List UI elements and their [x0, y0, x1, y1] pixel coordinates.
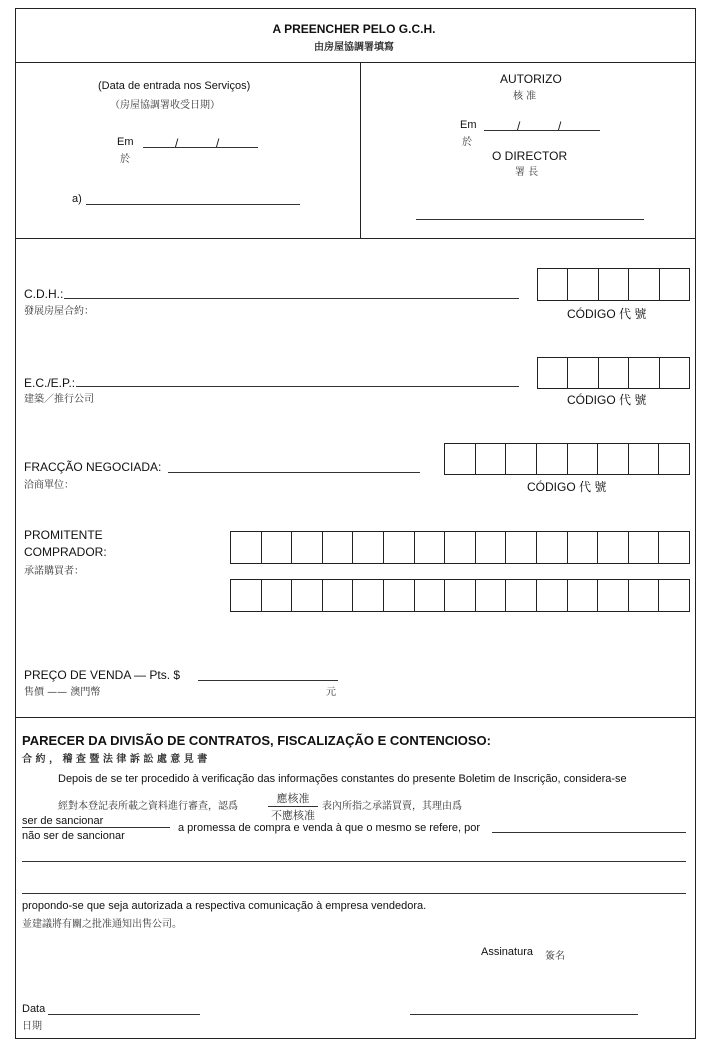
code-cell[interactable]	[568, 358, 598, 388]
code-cell[interactable]	[476, 532, 507, 563]
a-label: a)	[72, 193, 82, 205]
code-cell[interactable]	[568, 580, 599, 611]
cdh-code-label: CÓDIGO 代 號	[567, 307, 647, 321]
code-cell[interactable]	[598, 532, 629, 563]
parecer-title: PARECER DA DIVISÃO DE CONTRATOS, FISCALIZAÇÃO E CONTENCIOSO:	[22, 733, 491, 748]
code-cell[interactable]	[506, 532, 537, 563]
parecer-paragraph-2: a promessa de compra e venda à que o mesmo se refere, por	[178, 822, 481, 834]
parecer-paragraph-3-zh: 並建議將有關之批准通知出售公司。	[22, 919, 182, 930]
parecer-paragraph-3: propondo-se que seja autorizada a respectiva comunicação à empresa vendedora.	[22, 900, 427, 912]
cdh-label: C.D.H.:	[24, 287, 64, 301]
date-field[interactable]	[48, 1014, 200, 1015]
code-cell[interactable]	[262, 532, 293, 563]
form-border	[15, 8, 696, 1039]
parecer-title-zh: 合 約 ， 稽 查 暨 法 律 訴 訟 處 意 見 書	[22, 754, 208, 765]
code-cell[interactable]	[231, 580, 262, 611]
cdh-label-zh: 發展房屋合約：	[24, 306, 94, 317]
cdh-code-boxes[interactable]	[537, 268, 690, 301]
authorize-label: AUTORIZO	[500, 72, 562, 86]
date-separator: /	[558, 119, 562, 133]
parecer-paragraph-1-zh-b: 表內所指之承諾買賣，其理由爲	[322, 801, 462, 812]
code-cell[interactable]	[415, 532, 446, 563]
director-signature-field[interactable]	[416, 219, 644, 220]
form-title-zh: 由房屋協調署填寫	[314, 42, 394, 53]
em-label: Em	[460, 119, 477, 131]
em-label-zh: 於	[462, 137, 472, 148]
parecer-paragraph-1-zh-a: 經對本登記表所載之資料進行審查，認爲	[58, 801, 238, 812]
code-cell[interactable]	[476, 580, 507, 611]
code-cell[interactable]	[598, 580, 629, 611]
divider	[15, 717, 696, 718]
code-cell[interactable]	[292, 532, 323, 563]
code-cell[interactable]	[538, 269, 568, 300]
authorize-date-field[interactable]	[484, 130, 600, 131]
entry-date-label: (Data de entrada nos Serviços)	[98, 80, 251, 92]
preco-label-zh: 售價 —— 澳門幣	[24, 687, 101, 698]
code-cell[interactable]	[599, 358, 629, 388]
sanction-option-bottom: não ser de sancionar	[22, 830, 125, 842]
approve-option-zh-bottom: 不應核准	[271, 809, 315, 822]
parecer-paragraph-1: Depois de se ter procedido à verificação das informações constantes do presente Boletim de Inscrição, considera-se	[58, 773, 627, 785]
ecep-code-label: CÓDIGO 代 號	[567, 393, 647, 407]
code-cell[interactable]	[568, 532, 599, 563]
fraccao-label-zh: 洽商單位：	[24, 480, 74, 491]
approve-option-zh-top: 應核准	[268, 790, 318, 807]
director-label: O DIRECTOR	[492, 149, 568, 163]
ecep-label: E.C./E.P.:	[24, 376, 76, 390]
fraccao-label: FRACÇÃO NEGOCIADA:	[24, 460, 162, 474]
a-field[interactable]	[86, 204, 300, 205]
code-cell[interactable]	[445, 580, 476, 611]
code-cell[interactable]	[568, 444, 599, 474]
code-cell[interactable]	[384, 532, 415, 563]
promitente-label-zh: 承諾購買者：	[24, 566, 84, 577]
code-cell[interactable]	[629, 269, 659, 300]
divider	[15, 238, 696, 239]
code-cell[interactable]	[506, 580, 537, 611]
currency-zh: 元	[326, 687, 336, 698]
promitente-label: PROMITENTE	[24, 528, 103, 542]
signature-label-zh: 簽名	[545, 951, 565, 962]
signature-label: Assinatura	[481, 946, 533, 958]
date-separator: /	[517, 119, 521, 133]
code-cell[interactable]	[262, 580, 293, 611]
code-cell[interactable]	[353, 580, 384, 611]
buyer-name-boxes-row-2[interactable]	[230, 579, 690, 612]
code-cell[interactable]	[231, 532, 262, 563]
code-cell[interactable]	[659, 444, 689, 474]
sanction-option-top: ser de sancionar	[22, 815, 170, 828]
code-cell[interactable]	[384, 580, 415, 611]
date-label-zh: 日期	[22, 1021, 42, 1032]
code-cell[interactable]	[476, 444, 507, 474]
code-cell[interactable]	[323, 532, 354, 563]
preco-label: PREÇO DE VENDA — Pts. $	[24, 668, 181, 682]
code-cell[interactable]	[659, 532, 689, 563]
code-cell[interactable]	[506, 444, 537, 474]
director-label-zh: 署 長	[515, 167, 539, 178]
code-cell[interactable]	[568, 269, 598, 300]
code-cell[interactable]	[323, 580, 354, 611]
divider	[360, 62, 361, 238]
ecep-label-zh: 建築／推行公司	[24, 394, 94, 405]
signature-field[interactable]	[410, 1014, 638, 1015]
code-cell[interactable]	[537, 532, 568, 563]
divider	[15, 62, 696, 63]
cdh-field[interactable]	[64, 298, 519, 299]
code-cell[interactable]	[292, 580, 323, 611]
code-cell[interactable]	[415, 580, 446, 611]
code-cell[interactable]	[629, 358, 659, 388]
date-separator: /	[216, 136, 220, 150]
date-separator: /	[175, 136, 179, 150]
fraccao-field[interactable]	[168, 472, 420, 473]
reason-field-line-3[interactable]	[22, 893, 686, 894]
comprador-label: COMPRADOR:	[24, 545, 107, 559]
code-cell[interactable]	[445, 444, 476, 474]
code-cell[interactable]	[353, 532, 384, 563]
code-cell[interactable]	[537, 444, 568, 474]
code-cell[interactable]	[659, 580, 689, 611]
entry-date-field[interactable]	[143, 147, 258, 148]
code-cell[interactable]	[599, 269, 629, 300]
code-cell[interactable]	[445, 532, 476, 563]
fraccao-code-label: CÓDIGO 代 號	[527, 480, 607, 494]
approve-option-zh	[268, 790, 318, 823]
reason-field[interactable]	[492, 832, 686, 833]
em-label: Em	[117, 136, 134, 148]
code-cell[interactable]	[660, 269, 689, 300]
em-label-zh: 於	[120, 154, 130, 165]
date-label: Data	[22, 1003, 46, 1015]
ecep-code-boxes[interactable]	[537, 357, 690, 389]
preco-field[interactable]	[198, 680, 338, 681]
code-cell[interactable]	[538, 358, 568, 388]
code-cell[interactable]	[629, 444, 660, 474]
code-cell[interactable]	[660, 358, 689, 388]
code-cell[interactable]	[629, 532, 660, 563]
code-cell[interactable]	[537, 580, 568, 611]
entry-date-label-zh: （房屋協調署收受日期）	[110, 100, 220, 111]
reason-field-line-2[interactable]	[22, 861, 686, 862]
code-cell[interactable]	[629, 580, 660, 611]
code-cell[interactable]	[598, 444, 629, 474]
ecep-field[interactable]	[76, 386, 519, 387]
form-title: A PREENCHER PELO G.C.H.	[272, 22, 436, 36]
fraccao-code-boxes[interactable]	[444, 443, 690, 475]
authorize-label-zh: 核 准	[513, 91, 537, 102]
buyer-name-boxes-row-1[interactable]	[230, 531, 690, 564]
